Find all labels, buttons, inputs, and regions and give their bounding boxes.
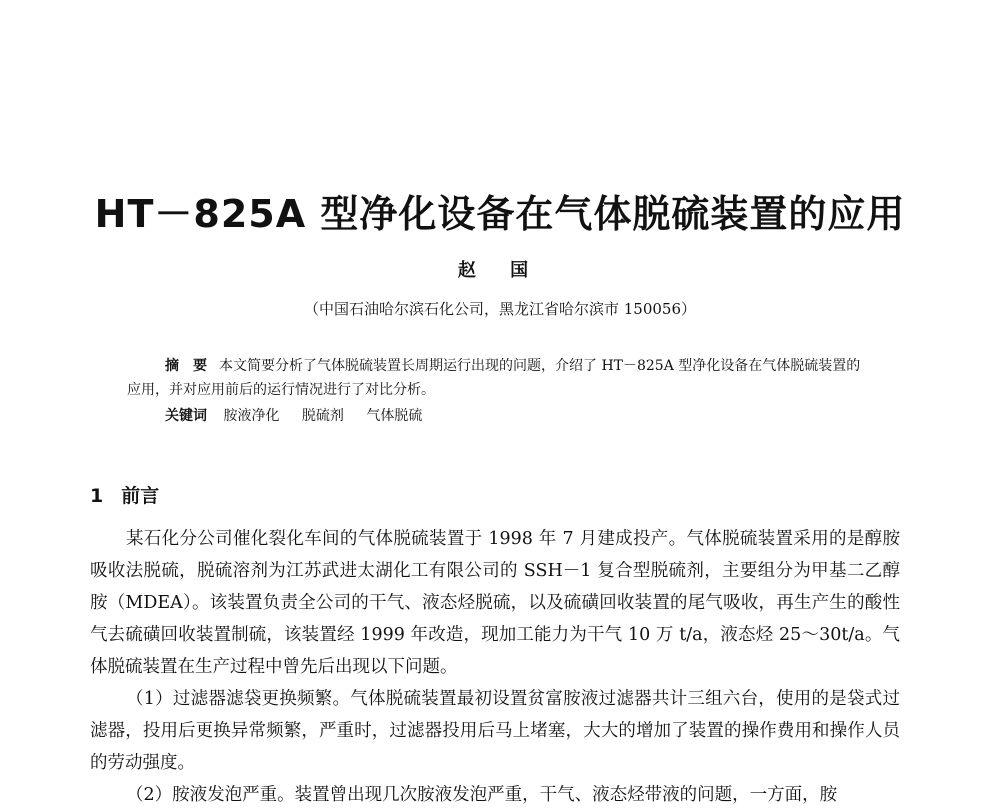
body-text (90, 523, 900, 811)
author-affiliation: （中国石油哈尔滨石化公司，黑龙江省哈尔滨市 150056） (303, 300, 697, 318)
keywords (165, 405, 765, 425)
keyword-item: 胺液净化 (223, 408, 280, 424)
keyword-item: 脱硫剂 (301, 408, 344, 424)
abstract-label: 摘 要 (165, 358, 207, 374)
paragraph: （1）过滤器滤袋更换频繁。气体脱硫装置最初设置贫富胺液过滤器共计三组六台，使用的是袋式过滤器，投用后更换异常频繁，严重时，过滤器投用后马上堵塞，大大的增加了装置的操作费用和操作人员的劳动强度。 (90, 689, 900, 773)
paragraph: 某石化分公司催化裂化车间的气体脱硫装置于 1998 年 7 月建成投产。气体脱硫装置采用的是醇胺吸收法脱硫，脱硫溶剂为江苏武进太湖化工有限公司的 SSH－1 复合型脱硫剂，主要组分为甲基二乙醇胺（MDEA）。该装置负责全公司的干气、液态烃脱硫，以及硫磺回收装置的尾气吸收，再生产生的酸性气去硫磺回收装置制硫，该装置经 1999 年改造，现加工能力为干气 10 万 t/a，液态烃 25～30t/a。气体脱硫装置在生产过程中曾先后出现以下问题。 (90, 529, 900, 677)
author-name: 赵 国 (457, 260, 543, 281)
keywords-label: 关键词 (165, 408, 207, 424)
section-number: 1 (90, 485, 104, 507)
paper-title: HT－825A 型净化设备在气体脱硫装置的应用 (94, 192, 906, 236)
paragraph: （2）胺液发泡严重。装置曾出现几次胺液发泡严重，干气、液态烃带液的问题，一方面，胺 (126, 785, 838, 805)
abstract (127, 354, 867, 402)
keyword-item: 气体脱硫 (366, 408, 423, 424)
section-heading (90, 481, 159, 508)
abstract-text: 本文简要分析了气体脱硫装置长周期运行出现的问题，介绍了 HT－825A 型净化设备在气体脱硫装置的应用，并对应用前后的运行情况进行了对比分析。 (127, 358, 861, 398)
section-title: 前言 (121, 485, 160, 507)
